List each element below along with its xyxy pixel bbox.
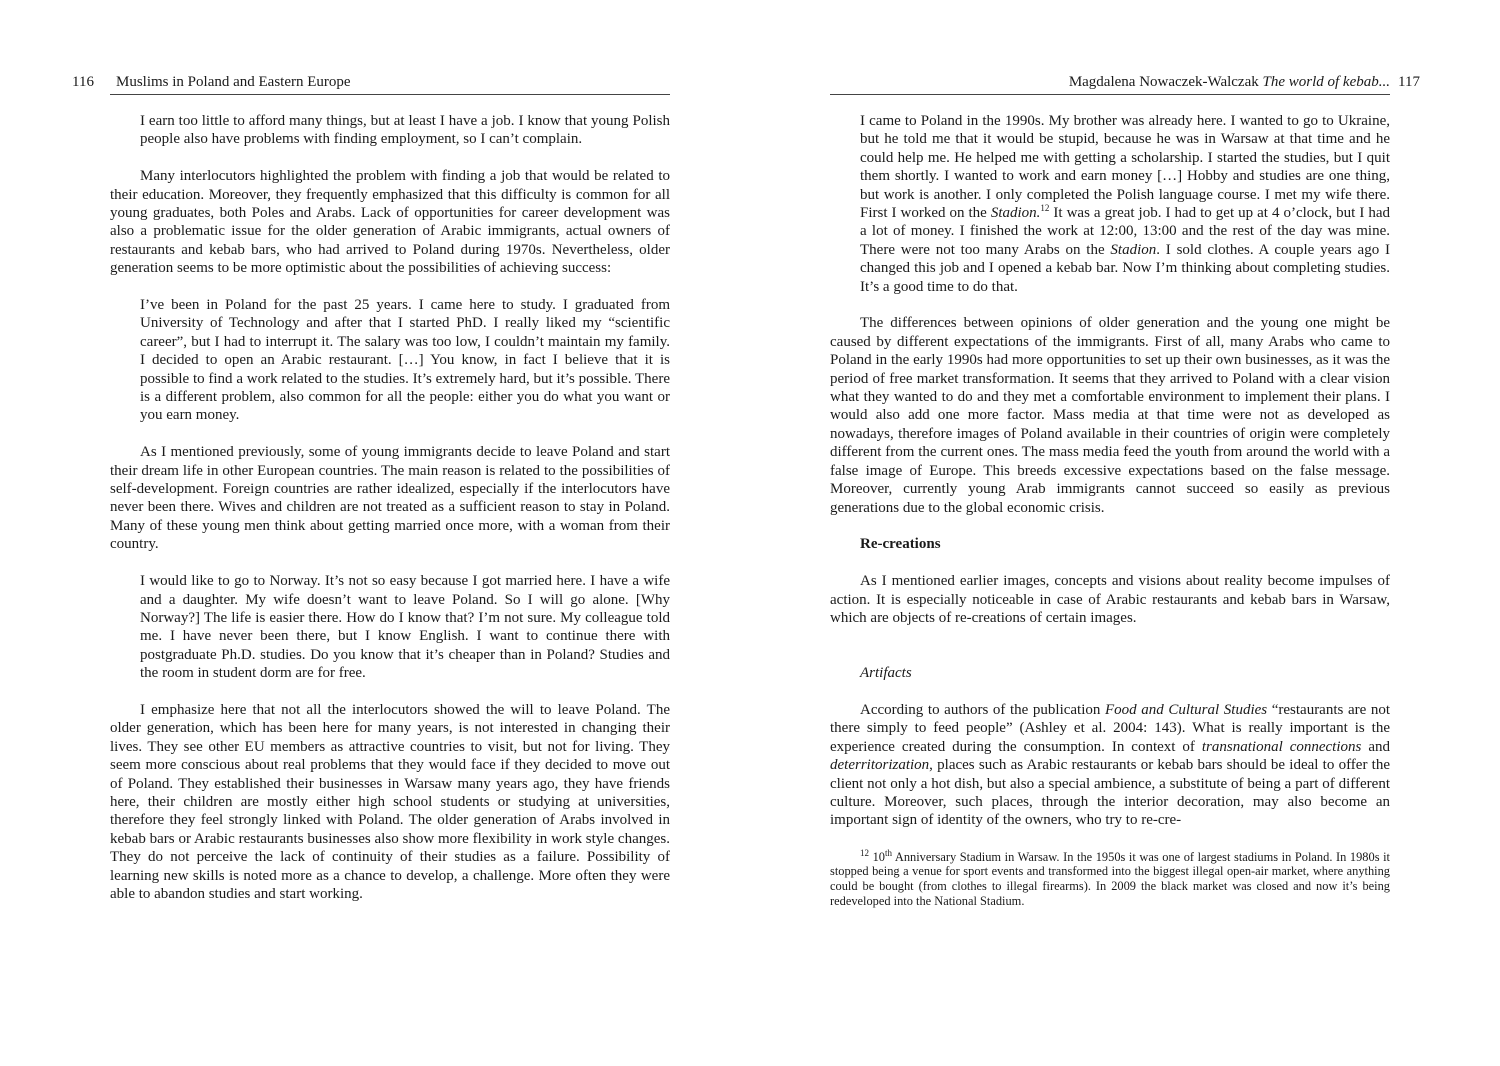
left-page-header (72, 72, 670, 95)
paragraph: I emphasize here that not all the interlocutors showed the will to leave Poland. The older generation, which has been here for many years, is not interested in changing their lives. They see other EU members as attractive countries to visit, but not for living. They seem more conscious about real problems that they would face if they decided to move out of Poland. They established their businesses in Warsaw many years ago, they have friends here, their children are mostly either high school students or studying at universities, therefore they feel strongly linked with Poland. The older generation of Arabs involved in kebab bars or Arabic restaurants businesses also show more flexibility in work style changes. They do not perceive the lack of continuity of their studies as a failure. Possibility of learning new skills is noted more as a chance to develop, a challenge. More often they were able to abandon studies and start working. (110, 701, 670, 902)
paragraph: The differences between opinions of older generation and the young one might be caused by different expectations of the immigrants. First of all, many Arabs who came to Poland in the early 1990s had more opportunities to set up their own businesses, as it was the period of free market transformation. It seems that they arrived to Poland with a clear vision what they wanted to do and they met a comfortable environment to implement their plans. I would also add one more factor. Mass media at that time were not as developed as nowadays, therefore images of Poland available in their countries of origin were completely different from the current ones. The mass media feed the youth from around the world with a false image of Europe. This breeds excessive expectations based on the false message. Moreover, currently young Arab immigrants cannot succeed so easily as previous generations due to the global economic crisis. (830, 315, 1390, 516)
right-page-header (830, 72, 1420, 95)
footnote: $^{12}$ 10th Anniversary Stadium in Warsaw. In the 1950s it was one of largest stadiums in Poland. In 1980s it stopped being a venue for sport events and transformed into the biggest illegal open-air market, where anything could be bought (from clothes to illegal firearms). In 2009 the black market was closed and now it’s being redeveloped into the National Stadium. (830, 847, 1390, 908)
block-quote: I came to Poland in the 1990s. My brother was already here. I wanted to go to Ukraine, but he told me that it would be stupid, because he was in Warsaw at that time and he could help me. He helped me with getting a scholarship. I started the studies, but I quit them shortly. I wanted to work and earn money […] Hobby and studies are one thing, but work is another. I only completed the Polish language course. I met my wife there. First I worked on the Stadion.$^{12}$ It was a great job. I had to get up at 4 o’clock, but I had a lot of money. I finished the work at 12:00, 13:00 and the rest of the day was mine. There were not too many Arabs on the Stadion. I sold clothes. A couple years ago I changed this job and I opened a kebab bar. Now I’m thinking about completing studies. It’s a good time to do that. (860, 113, 1390, 295)
subsection-heading: Artifacts (860, 665, 912, 682)
article-title: The world of kebab... (1262, 74, 1390, 90)
paragraph: Many interlocutors highlighted the problem with finding a job that would be related to their education. Moreover, they frequently emphasized that this difficulty is common for all young graduates, both Poles and Arabs. Lack of opportunities for career development was also a problematic issue for the older generation of Arabic immigrants, actual owners of restaurants and kebab bars, who had arrived to Poland during 1970s. Nevertheless, older generation seems to be more optimistic about the possibilities of achieving success: (110, 168, 670, 277)
running-head: Muslims in Poland and Eastern Europe (116, 74, 351, 90)
block-quote: I’ve been in Poland for the past 25 years. I came here to study. I graduated from University of Technology and after that I started PhD. I really liked my “scientific career”, but I had to interrupt it. The salary was too low, I couldn’t maintain my family. I decided to open an Arabic restaurant. […] You know, in fact I believe that it is possible to find a work related to the studies. It’s extremely hard, but it’s possible. There is a different problem, also common for all the people: either you do what you want or you earn money. (140, 297, 670, 424)
page-number: 117 (1398, 74, 1420, 90)
left-page (72, 0, 670, 1066)
right-page-body (830, 112, 1390, 908)
section-heading: Re-creations (860, 536, 941, 553)
paragraph: As I mentioned earlier images, concepts and visions about reality become impulses of action. It is especially noticeable in case of Arabic restaurants and kebab bars in Warsaw, which are objects of re-creations of certain images. (830, 573, 1390, 626)
right-page (830, 0, 1420, 1066)
page-number: 116 (72, 74, 94, 90)
footnote-marker: 12 (860, 847, 869, 858)
paragraph: According to authors of the publication Food and Cultural Studies “restaurants are not there simply to feed people” (Ashley et al. 2004: 143). What is really important is the experience created during the consumption. In context of transnational connections and deterritorization, places such as Arabic restaurants or kebab bars should be ideal to offer the client not only a hot dish, but also a special ambience, a substitute of being a part of different culture. Moreover, such places, through the interior decoration, may also become an important sign of identity of the owners, who try to re-cre- (830, 701, 1391, 829)
block-quote: I would like to go to Norway. It’s not so easy because I got married here. I have a wife and a daughter. My wife doesn’t want to leave Poland. So I will go alone. [Why Norway?] The life is easier there. How do I know that? I’m not sure. My colleague told me. I have never been there, but I know English. I want to continue there with postgraduate Ph.D. studies. Do you know that it’s cheaper than in Poland? Studies and the room in student dorm are for free. (140, 573, 670, 682)
footnote-reference[interactable]: 12 (1040, 203, 1050, 214)
author-name: Magdalena Nowaczek-Walczak (1068, 74, 1259, 90)
left-page-body (110, 112, 670, 903)
paragraph: As I mentioned previously, some of young immigrants decide to leave Poland and start their dream life in other European countries. The main reason is related to the possibilities of self-development. Foreign countries are rather idealized, especially if the interlocutors have never been there. Wives and children are not treated as a sufficient reason to stay in Poland. Many of these young men think about getting married once more, with a woman from their country. (110, 444, 670, 553)
block-quote: I earn too little to afford many things, but at least I have a job. I know that young Polish people also have problems with finding employment, so I can’t complain. (140, 113, 670, 148)
running-head (1069, 72, 1390, 92)
